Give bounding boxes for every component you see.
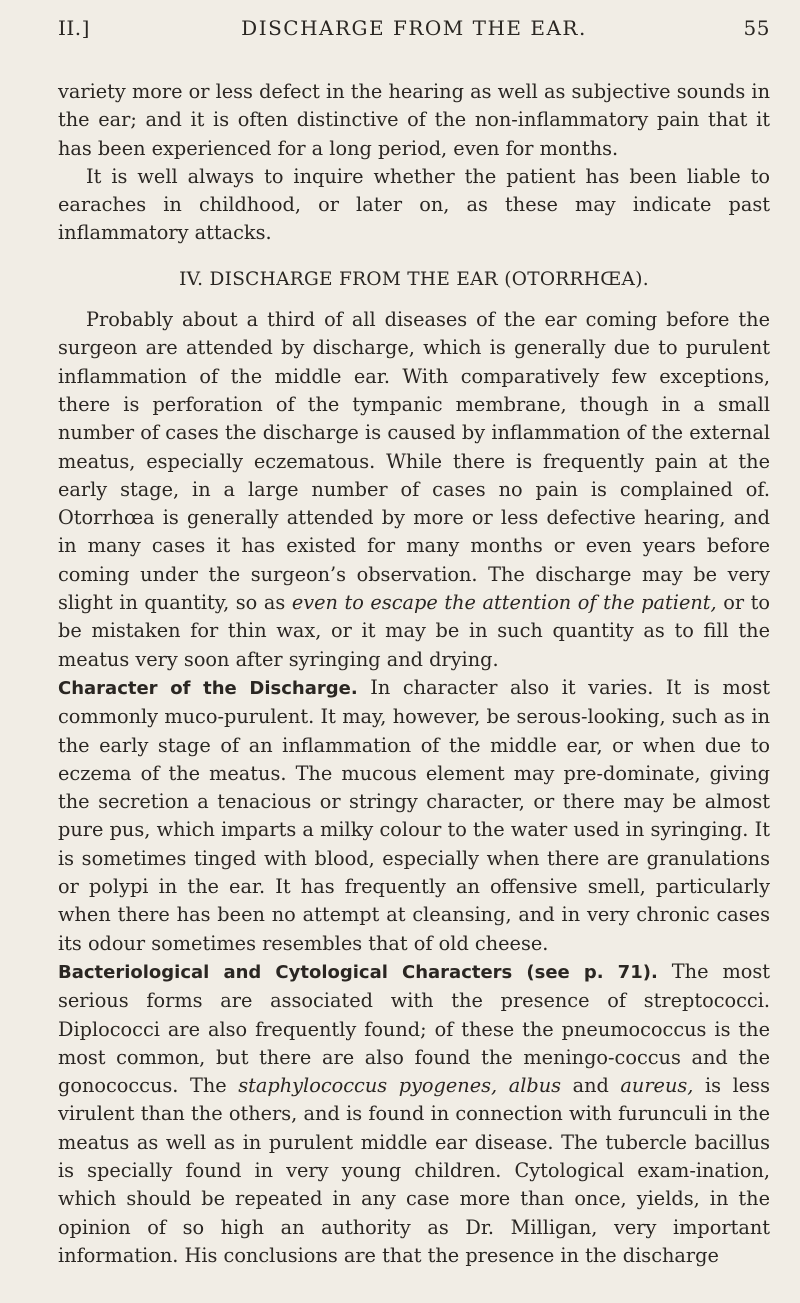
paragraph-continuation: variety more or less defect in the hearing as well as subjective sounds in the ear; and it is often distinctive of the non-inflammatory pain that it has been experienced for a long period, even for months. (58, 80, 770, 160)
paragraph-character (58, 674, 770, 958)
bacteriological-text-a: The most serious forms are associated with the presence of streptococci. Diplococci are also frequently found; of these the pneumococcus is the most common, but there are also found the meningo-coccus and the gonococcus. The (58, 959, 770, 1098)
bacteriological-italic-2: aureus, (620, 1074, 694, 1098)
discharge-text-b: or to be mistaken for thin wax, or it may be in such quantity as to fill the meatus very soon after syringing and drying. (58, 591, 770, 671)
running-title: DISCHARGE FROM THE EAR. (241, 16, 587, 40)
paragraph-bacteriological (58, 958, 770, 1270)
bacteriological-italic-1: staphylococcus pyogenes, albus (238, 1074, 562, 1098)
paragraph-inquire: It is well always to inquire whether the patient has been liable to earaches in childhood, or later on, as these may indicate past inflammatory attacks. (58, 164, 770, 245)
bacteriological-and: and (572, 1074, 609, 1098)
discharge-text-a: Probably about a third of all diseases of the ear coming before the surgeon are attended by discharge, which is generally due to purulent inflammation of the middle ear. With comparatively few exceptions, there is perforation of the tympanic membrane, though in a small number of cases the discharge is caused by inflammation of the external meatus, especially eczematous. While there is frequently pain at the early stage, in a large number of cases no pain is complained of. Otorrhœa is generally attended by more or less defective hearing, and in many cases it has existed for many months or even years before coming under the surgeon’s observation. The discharge may be very slight in quantity, so as (58, 308, 770, 615)
page-body (58, 78, 770, 1270)
paragraph-discharge (58, 306, 770, 674)
discharge-italic: even to escape the attention of the patient, (291, 591, 717, 615)
section-heading: IV. DISCHARGE FROM THE EAR (OTORRHŒA). (179, 268, 649, 290)
page-header (58, 14, 770, 54)
section-marker: II.] (58, 16, 90, 40)
bacteriological-text-b: is less virulent than the others, and is found in connection with furunculi in the meatus as well as in purulent middle ear disease. The tubercle bacillus is specially found in very young children. Cytological exam-ination, which should be repeated in any case more than once, yields, in the opinion of so high an authority as Dr. Milligan, very important information. His conclusions are that the presence in the discharge (58, 1074, 770, 1267)
character-text: In character also it varies. It is most commonly muco-purulent. It may, however, be serous-looking, such as in the early stage of an inflammation of the middle ear, or when due to eczema of the meatus. The mucous element may pre-dominate, giving the secretion a tenacious or stringy character, or there may be almost pure pus, which imparts a milky colour to the water used in syringing. It is sometimes tinged with blood, especially when there are granulations or polypi in the ear. It has frequently an offensive smell, particularly when there has been no attempt at cleansing, and in very chronic cases its odour sometimes resembles that of old cheese. (58, 675, 770, 955)
side-heading-character: Character of the Discharge. (58, 677, 358, 699)
side-heading-bacteriological: Bacteriological and Cytological Characters (see p. 71). (58, 961, 658, 983)
page-number: 55 (743, 16, 770, 40)
